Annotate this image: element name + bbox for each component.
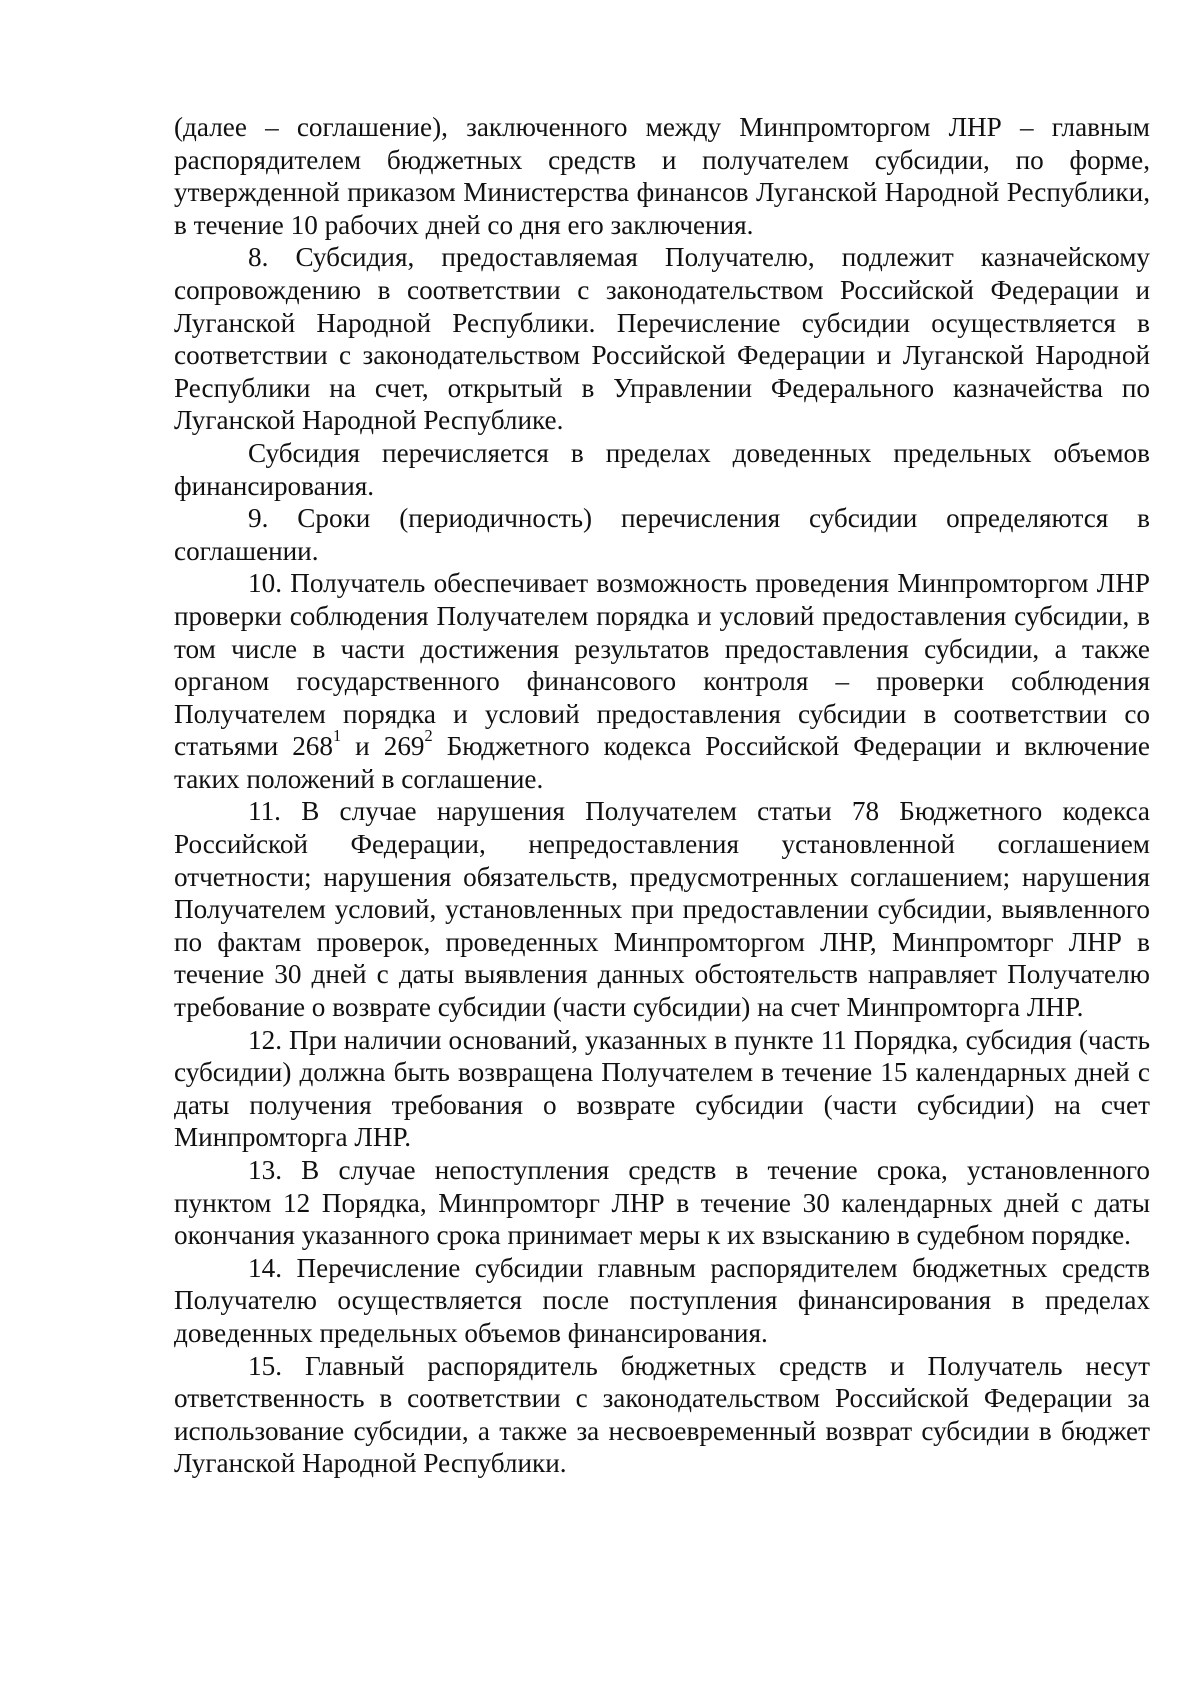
paragraph-8: 8. Субсидия, предоставляемая Получателю, подлежит казначейскому сопровождению в соответствии с законодательством Российской Федерации и Луганской Народной Республики. Перечисление субсидии осуществляется в соответствии с законодательством Российской Федерации и Луганской Народной Республики на счет, открытый в Управлении Федерального казначейства по Луганской Народной Республике.: [174, 242, 1150, 436]
paragraph-13: 13. В случае непоступления средств в течение срока, установленного пунктом 12 Порядка, Минпромторг ЛНР в течение 30 календарных дней с даты окончания указанного срока принимает меры к их взысканию в судебном порядке.: [174, 1155, 1150, 1251]
paragraph-10-text-3: Бюджетного кодекса Российской Федерации и включение таких положений в соглашение.: [174, 731, 1150, 794]
superscript-2: 2: [424, 726, 433, 746]
paragraph-continuation: (далее – соглашение), заключенного между Минпромторгом ЛНР – главным распорядителем бюджетных средств и получателем субсидии, по форме, утвержденной приказом Министерства финансов Луганской Народной Республики, в течение 10 рабочих дней со дня его заключения.: [174, 112, 1150, 240]
document-body: [174, 111, 1150, 1480]
paragraph-8-note: Субсидия перечисляется в пределах доведенных предельных объемов финансирования.: [174, 437, 1150, 501]
paragraph-12: 12. При наличии оснований, указанных в пункте 11 Порядка, субсидия (часть субсидии) должна быть возвращена Получателем в течение 15 календарных дней с даты получения требования о возврате субсидии (части субсидии) на счет Минпромторга ЛНР.: [174, 1024, 1150, 1153]
paragraph-15: 15. Главный распорядитель бюджетных средств и Получатель несут ответственность в соответствии с законодательством Российской Федерации за использование субсидии, а также за несвоевременный возврат субсидии в бюджет Луганской Народной Республики.: [174, 1350, 1150, 1479]
paragraph-10-text-1: 10. Получатель обеспечивает возможность проведения Минпромторгом ЛНР проверки соблюдения Получателем порядка и условий предоставления субсидии, в том числе в части достижения результатов предоставления субсидии, а также органом государственного финансового контроля – проверки соблюдения Получателем порядка и условий предоставления субсидии в соответствии со статьями 268: [174, 568, 1150, 762]
superscript-1: 1: [332, 726, 342, 746]
paragraph-10: [174, 567, 1150, 795]
paragraph-14: 14. Перечисление субсидии главным распорядителем бюджетных средств Получателю осуществляется после поступления финансирования в пределах доведенных предельных объемов финансирования.: [174, 1252, 1150, 1348]
paragraph-11: 11. В случае нарушения Получателем статьи 78 Бюджетного кодекса Российской Федерации, непредоставления установленной соглашением отчетности; нарушения обязательств, предусмотренных соглашением; нарушения Получателем условий, установленных при предоставлении субсидии, выявленного по фактам проверок, проведенных Минпромторгом ЛНР, Минпромторг ЛНР в течение 30 дней с даты выявления данных обстоятельств направляет Получателю требование о возврате субсидии (части субсидии) на счет Минпромторга ЛНР.: [174, 796, 1150, 1023]
paragraph-10-text-2: и 269: [341, 731, 425, 762]
paragraph-9: 9. Сроки (периодичность) перечисления субсидии определяются в соглашении.: [174, 503, 1150, 566]
